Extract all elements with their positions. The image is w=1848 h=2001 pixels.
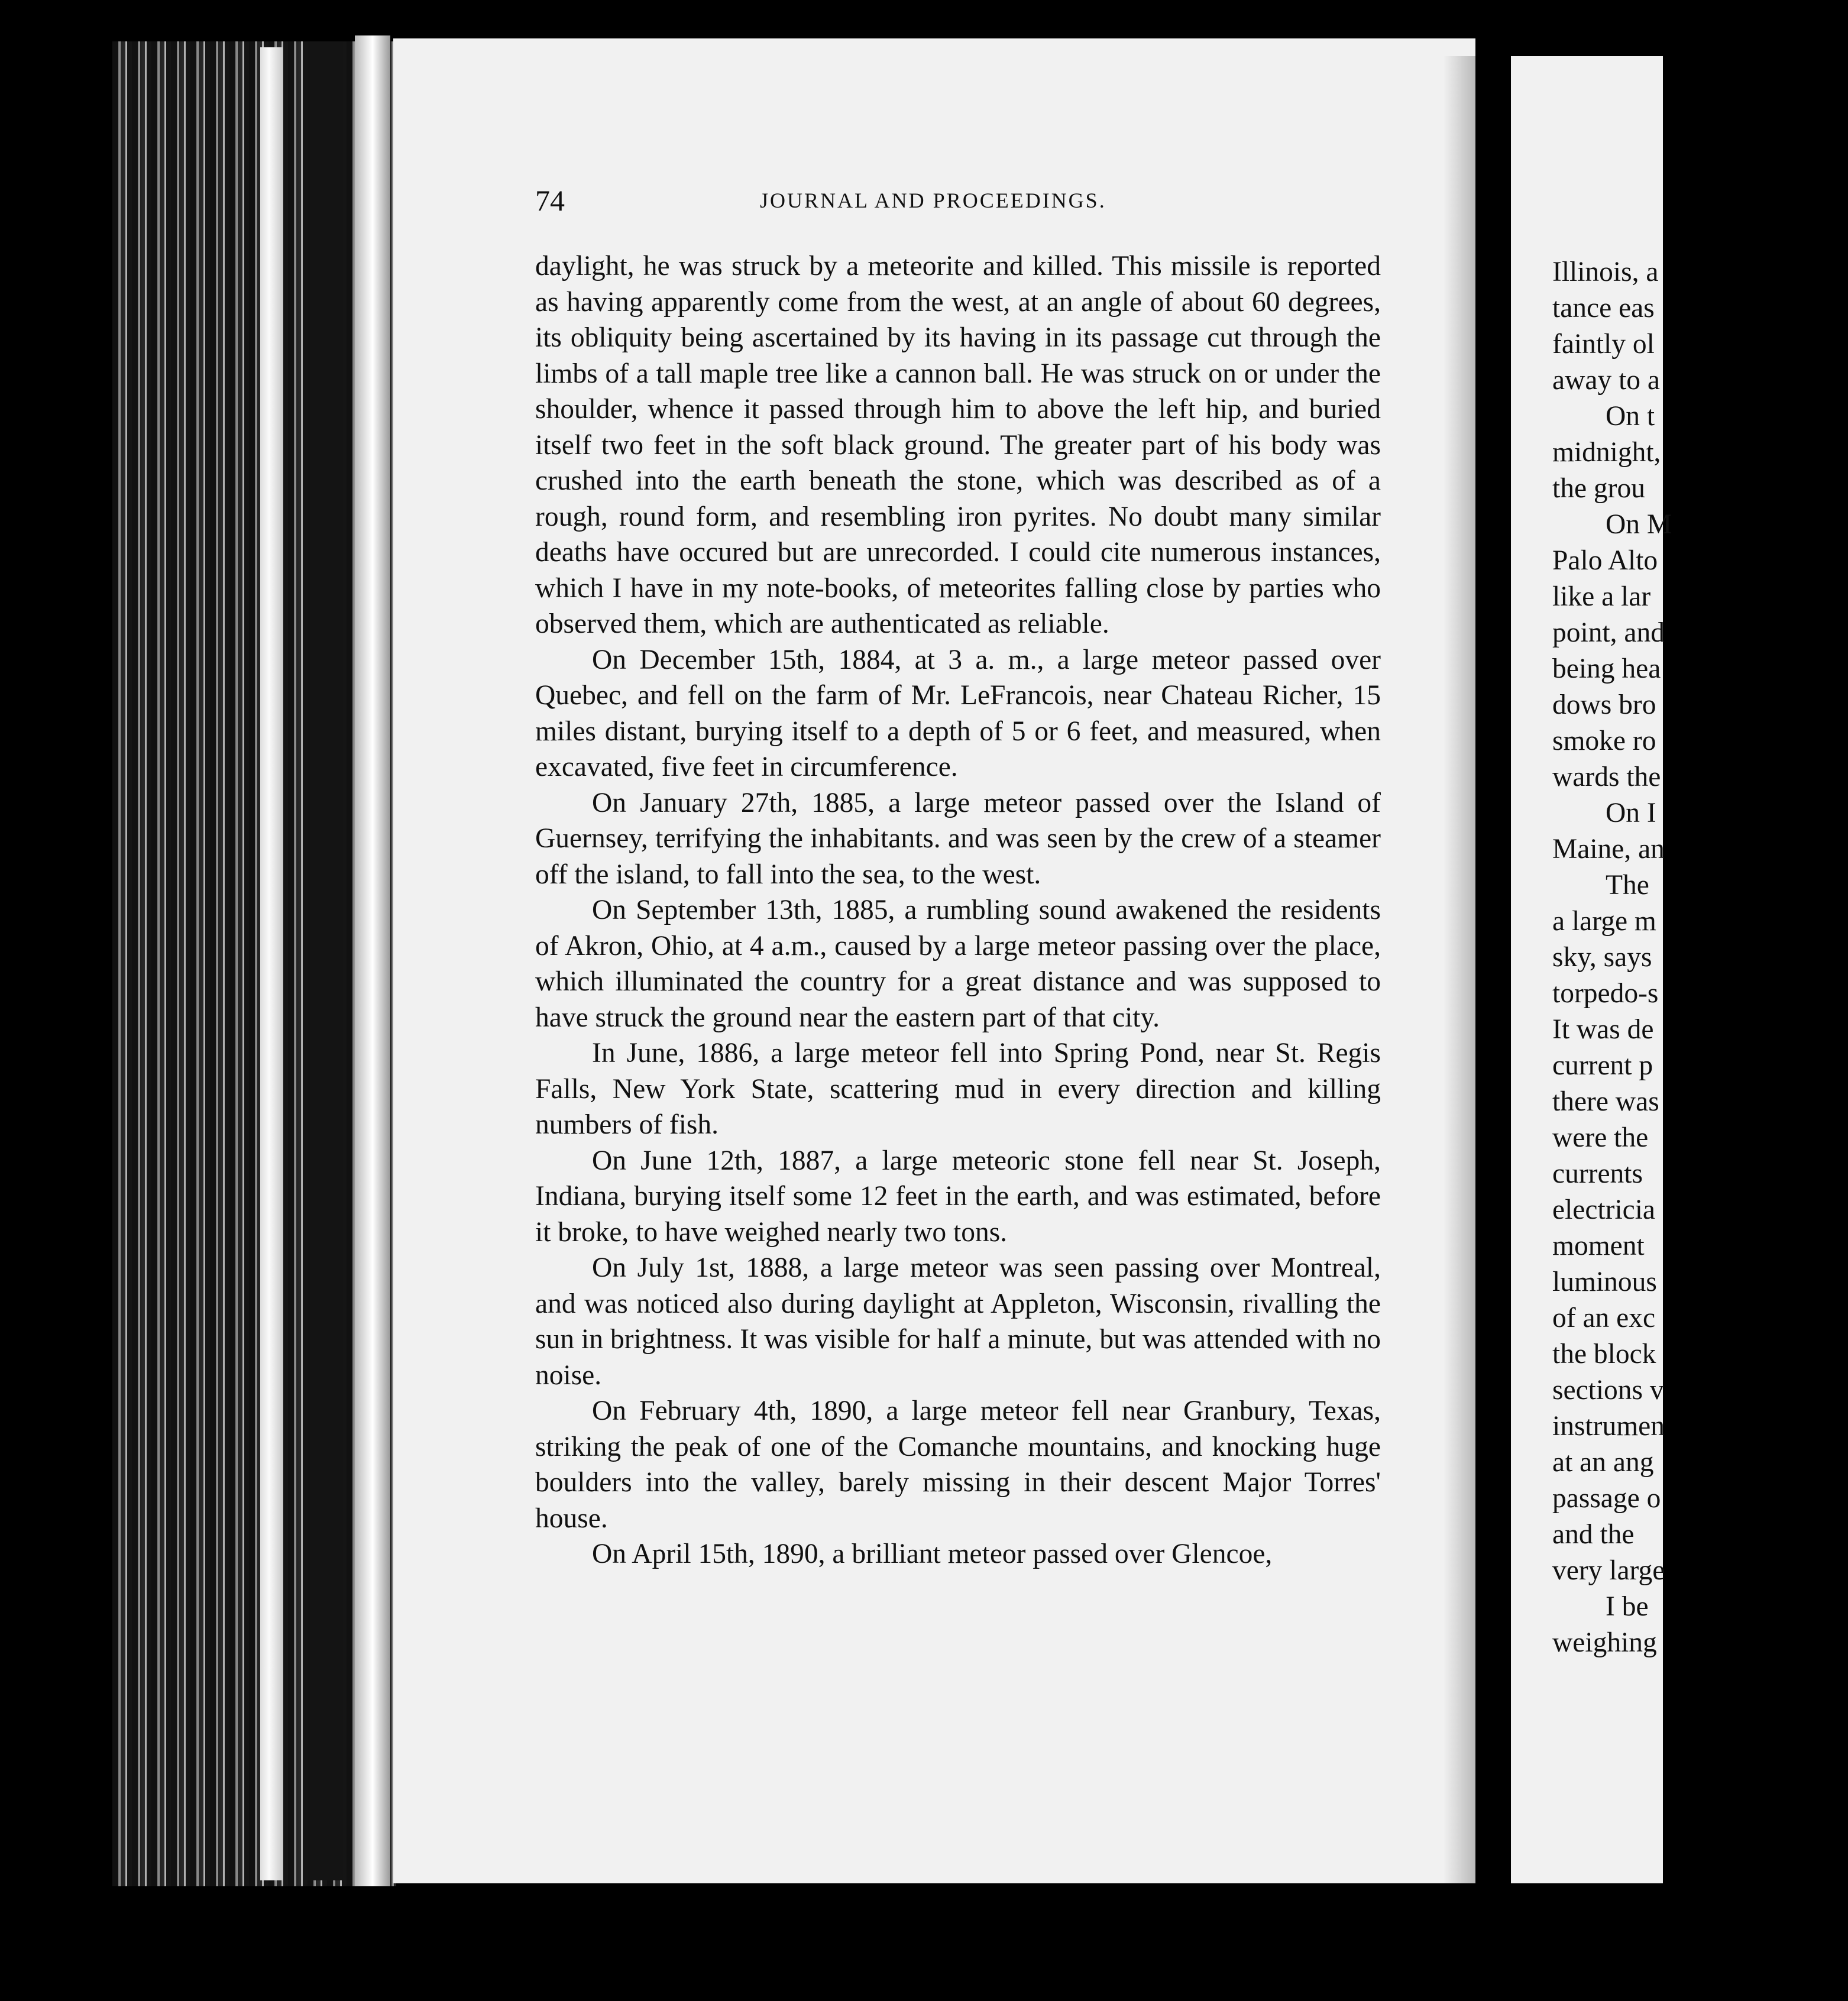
left-page — [393, 38, 1475, 1883]
paragraph: On April 15th, 1890, a brilliant meteor passed over Glencoe, — [592, 1539, 1273, 1569]
page-header — [535, 183, 1381, 248]
facing-page-line: sections v — [1552, 1375, 1664, 1406]
facing-page-line: tance eas — [1552, 293, 1655, 323]
facing-page-line: were the — [1552, 1122, 1649, 1153]
page-edge-shadow — [308, 41, 343, 1880]
paragraph: On June 12th, 1887, a large meteoric stone fell near St. Joseph, Indiana, burying itself some 12 feet in the earth, and was estimated, before it broke, to have weighed nearly two tons. — [535, 1145, 1381, 1248]
facing-page-line: there was — [1552, 1086, 1659, 1117]
facing-page-line: On I — [1606, 798, 1656, 828]
page-edges-stack — [112, 41, 396, 1886]
facing-page-line: point, and — [1552, 617, 1665, 648]
facing-page-line: current p — [1552, 1050, 1653, 1081]
facing-page-line: the block — [1552, 1339, 1656, 1369]
paragraph: On July 1st, 1888, a large meteor was seen passing over Montreal, and was noticed also during daylight at Appleton, Wisconsin, rivalling the sun in brightness. It was visible for half a minute, but was attended with no noise. — [535, 1252, 1381, 1391]
facing-page-line: moment — [1552, 1231, 1645, 1261]
page-edge-highlight-inner — [355, 35, 390, 1886]
facing-page-line: It was de — [1552, 1014, 1654, 1045]
facing-page-line: sky, says — [1552, 942, 1652, 973]
facing-page-text — [1552, 254, 1848, 1661]
facing-page-line: at an ang — [1552, 1447, 1654, 1478]
facing-page-line: of an exc — [1552, 1303, 1656, 1333]
paragraph: In June, 1886, a large meteor fell into Spring Pond, near St. Regis Falls, New York State, scattering mud in every direction and killing numbers of fish. — [535, 1038, 1381, 1140]
facing-page-line: very large — [1552, 1555, 1665, 1586]
paragraph: daylight, he was struck by a meteorite and killed. This missile is reported as having apparently come from the west, at an angle of about 60 degrees, its obliquity being ascertained by its having in its passage cut through the limbs of a tall maple tree like a cannon ball. He was struck on or under the shoulder, whence it passed through him to above the left hip, and buried itself two feet in the soft black ground. The greater part of his body was crushed into the earth beneath the stone, which was described as of a rough, round form, and resembling iron pyrites. No doubt many similar deaths have occured but are unrecorded. I could cite numerous instances, which I have in my note-books, of meteorites falling close by parties who observed them, which are authenticated as reliable. — [535, 251, 1381, 639]
paragraph: On January 27th, 1885, a large meteor passed over the Island of Guernsey, terrifying the inhabitants. and was seen by the crew of a steamer off the island, to fall into the sea, to the west. — [535, 787, 1381, 890]
page-number: 74 — [535, 184, 565, 217]
facing-page-line: the grou — [1552, 473, 1645, 504]
facing-page-line: electricia — [1552, 1194, 1656, 1225]
facing-page-line: Maine, an — [1552, 834, 1665, 864]
page-edge-highlight — [260, 47, 283, 1880]
facing-page-line: instrumen — [1552, 1411, 1665, 1442]
paragraph: On December 15th, 1884, at 3 a. m., a large meteor passed over Quebec, and fell on the farm of Mr. LeFrancois, near Chateau Richer, 15 miles distant, burying itself to a depth of 5 or 6 feet, and measured, when excavated, five feet in circumference. — [535, 644, 1381, 782]
facing-page-line: currents — [1552, 1158, 1643, 1189]
facing-page-line: like a lar — [1552, 581, 1651, 612]
facing-page-line: Illinois, a — [1552, 257, 1659, 287]
facing-page-line: Palo Alto — [1552, 545, 1658, 576]
facing-page-line: and the — [1552, 1519, 1635, 1550]
facing-page-line: away to a — [1552, 365, 1660, 396]
facing-page-line: dows bro — [1552, 689, 1656, 720]
facing-page-line: I be — [1606, 1591, 1649, 1622]
facing-page-line: a large m — [1552, 906, 1656, 937]
facing-page-line: wards the — [1552, 762, 1661, 792]
facing-page-line: midnight, — [1552, 437, 1661, 468]
facing-page-line: The — [1606, 870, 1649, 901]
facing-page-line: luminous — [1552, 1267, 1657, 1297]
page-content — [535, 183, 1381, 1572]
paragraph: On September 13th, 1885, a rumbling sound awakened the residents of Akron, Ohio, at 4 a.m., caused by a large meteor passing over the place, which illuminated the country for a great distance and was supposed to have struck the ground near the eastern part of that city. — [535, 895, 1381, 1033]
facing-page-line: passage o — [1552, 1483, 1661, 1514]
facing-page-line: On M — [1606, 509, 1672, 540]
facing-page-line: smoke ro — [1552, 726, 1656, 756]
facing-page — [1511, 56, 1672, 1883]
facing-page-line: torpedo-s — [1552, 978, 1659, 1009]
body-text — [535, 248, 1381, 1572]
running-head: JOURNAL AND PROCEEDINGS. — [760, 189, 1106, 212]
paragraph: On February 4th, 1890, a large meteor fell near Granbury, Texas, striking the peak of one of the Comanche mountains, and knocking huge boulders into the valley, barely missing in their descent Major Torres' house. — [535, 1395, 1381, 1534]
facing-page-line: faintly ol — [1552, 329, 1655, 360]
facing-page-line: On t — [1606, 401, 1655, 432]
gutter-shadow — [1443, 56, 1478, 1883]
facing-page-line: being hea — [1552, 653, 1661, 684]
facing-page-line: weighing — [1552, 1627, 1657, 1658]
